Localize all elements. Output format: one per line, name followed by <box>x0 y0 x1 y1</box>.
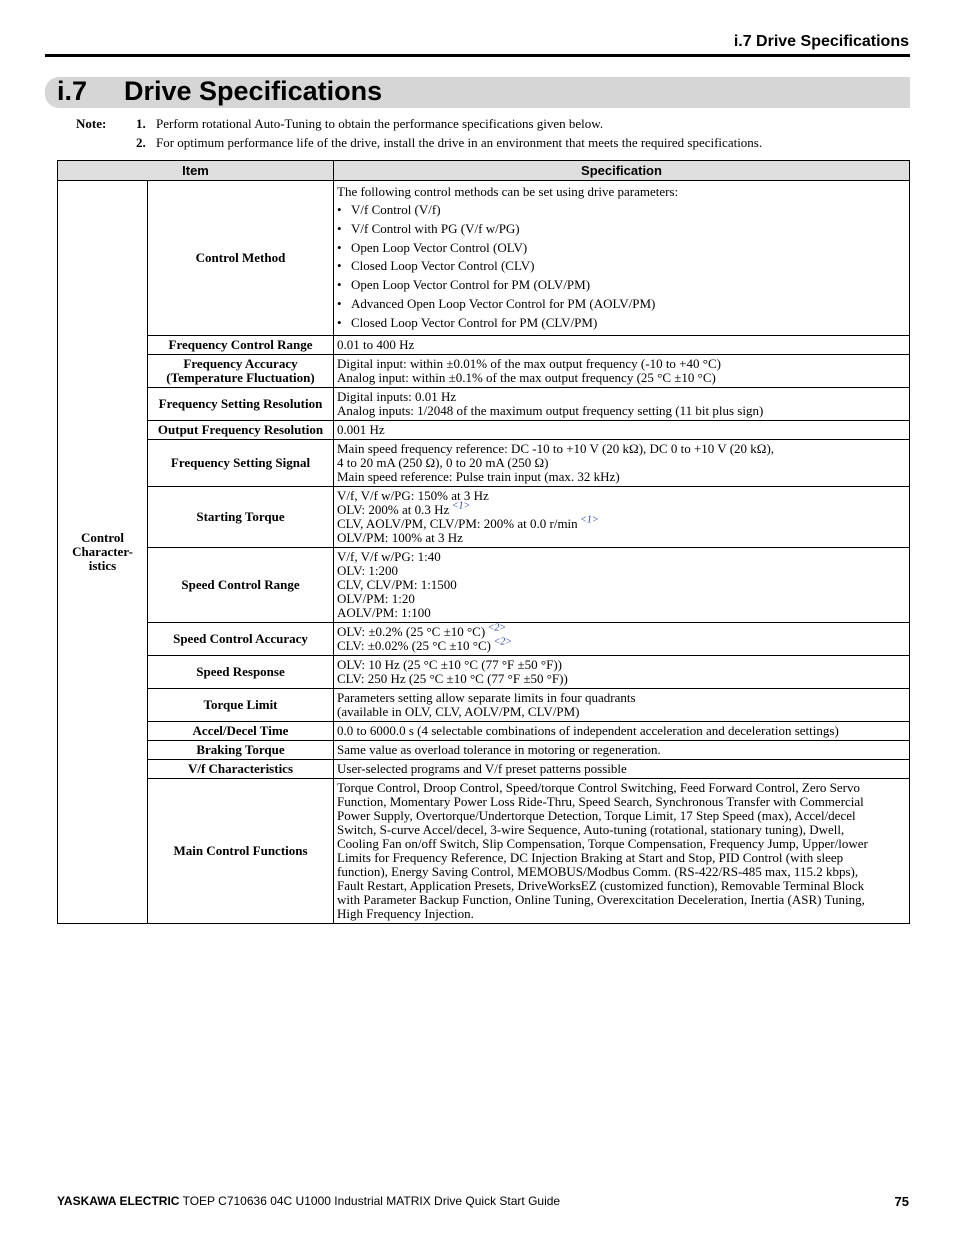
spec-line <box>337 691 906 705</box>
column-header-spec: Specification <box>334 161 910 181</box>
spec-cell <box>334 721 910 740</box>
spec-line <box>337 879 906 893</box>
spec-line-text: Main speed reference: Pulse train input (max. 32 kHz) <box>337 468 620 484</box>
footer-brand: YASKAWA ELECTRIC <box>57 1194 180 1208</box>
list-item-text: Open Loop Vector Control (OLV) <box>351 239 528 255</box>
list-item-text: Closed Loop Vector Control (CLV) <box>351 258 535 274</box>
spec-line <box>337 404 906 418</box>
list-item-text: Advanced Open Loop Vector Control for PM (AOLV/PM) <box>351 295 656 311</box>
spec-line-text: OLV/PM: 1:20 <box>337 590 415 606</box>
item-cell: Frequency Accuracy (Temperature Fluctuation) <box>148 354 334 387</box>
spec-line <box>337 743 906 757</box>
spec-cell <box>334 439 910 486</box>
spec-cell <box>334 354 910 387</box>
spec-line-text: Analog inputs: 1/2048 of the maximum output frequency setting (11 bit plus sign) <box>337 402 764 418</box>
spec-cell <box>334 335 910 354</box>
spec-cell <box>334 486 910 547</box>
spec-cell <box>334 688 910 721</box>
table-row <box>58 740 910 759</box>
spec-line <box>337 514 906 531</box>
spec-line <box>337 578 906 592</box>
table-row <box>58 387 910 420</box>
spec-line-text: 0.01 to 400 Hz <box>337 336 415 352</box>
list-item <box>337 295 906 314</box>
table-row <box>58 486 910 547</box>
spec-line <box>337 809 906 823</box>
spec-line-text: V/f, V/f w/PG: 1:40 <box>337 548 441 564</box>
list-item <box>337 239 906 258</box>
spec-intro: The following control methods can be set using drive parameters: <box>337 184 679 199</box>
table-row <box>58 354 910 387</box>
spec-line-text: Fault Restart, Application Presets, DriveWorksEZ (customized function), Removable Terminal Block <box>337 877 865 893</box>
spec-line-text: with Parameter Backup Function, Online Tuning, Overexcitation Deceleration, Inertia (ASR) Tuning, <box>337 891 865 907</box>
spec-table <box>57 160 910 924</box>
spec-line-text: V/f, V/f w/PG: 150% at 3 Hz <box>337 487 489 503</box>
note-number: 2. <box>136 135 146 150</box>
footnote-ref-link[interactable]: <2> <box>493 636 512 648</box>
spec-line-text: Same value as overload tolerance in motoring or regeneration. <box>337 741 661 757</box>
table-row <box>58 721 910 740</box>
spec-cell <box>334 420 910 439</box>
page-number: 75 <box>894 1194 909 1209</box>
spec-line <box>337 907 906 921</box>
spec-line-text: Digital input: within ±0.01% of the max output frequency (-10 to +40 °C) <box>337 355 721 371</box>
spec-line <box>337 592 906 606</box>
spec-line <box>337 500 906 517</box>
list-item-text: V/f Control with PG (V/f w/PG) <box>351 220 520 236</box>
spec-line-text: OLV/PM: 100% at 3 Hz <box>337 529 463 545</box>
spec-line-text: Switch, S-curve Accel/decel, 3-wire Sequence, Auto-tuning (rotational, stationary tuning), Dwell, <box>337 821 845 837</box>
header-rule <box>45 54 910 57</box>
list-item-text: V/f Control (V/f) <box>351 202 441 217</box>
spec-line-text: (available in OLV, CLV, AOLV/PM, CLV/PM) <box>337 703 580 719</box>
spec-line-text: OLV: ±0.2% (25 °C ±10 °C) <box>337 623 486 639</box>
spec-cell <box>334 547 910 622</box>
spec-line <box>337 338 906 352</box>
note-text: Perform rotational Auto-Tuning to obtain the performance specifications given below. <box>156 116 604 131</box>
item-cell: Torque Limit <box>148 688 334 721</box>
spec-line <box>337 851 906 865</box>
table-row <box>58 420 910 439</box>
list-item <box>337 314 906 333</box>
spec-cell <box>334 778 910 923</box>
spec-line <box>337 672 906 686</box>
spec-line <box>337 795 906 809</box>
spec-line <box>337 865 906 879</box>
footnote-ref-link[interactable]: <1> <box>451 500 471 512</box>
spec-line-text: 0.001 Hz <box>337 421 385 437</box>
column-header-item: Item <box>58 161 334 181</box>
item-cell: Main Control Functions <box>148 778 334 923</box>
spec-line <box>337 724 906 738</box>
spec-line-text: OLV: 10 Hz (25 °C ±10 °C (77 °F ±50 °F)) <box>337 656 563 672</box>
footnote-ref-link[interactable]: <1> <box>580 514 599 526</box>
spec-line-text: High Frequency Injection. <box>337 905 474 921</box>
list-item <box>337 201 906 220</box>
note-item <box>136 135 762 151</box>
control-method-list <box>337 201 906 333</box>
item-cell: Speed Control Accuracy <box>148 622 334 655</box>
item-cell: Speed Response <box>148 655 334 688</box>
spec-line <box>337 705 906 719</box>
item-cell: Braking Torque <box>148 740 334 759</box>
spec-line <box>337 456 906 470</box>
spec-line <box>337 837 906 851</box>
spec-line <box>337 893 906 907</box>
spec-line-text: AOLV/PM: 1:100 <box>337 604 431 620</box>
item-cell: Accel/Decel Time <box>148 721 334 740</box>
list-item <box>337 220 906 239</box>
table-row <box>58 622 910 655</box>
list-item <box>337 257 906 276</box>
spec-line <box>337 442 906 456</box>
spec-line-text: OLV: 1:200 <box>337 562 399 578</box>
spec-line <box>337 550 906 564</box>
spec-line-text: Function, Momentary Power Loss Ride-Thru, Speed Search, Synchronous Transfer with Commercial <box>337 793 864 809</box>
note-number: 1. <box>136 116 146 131</box>
spec-line-text: Cooling Fan on/off Switch, Slip Compensation, Torque Compensation, Frequency Jump, Upper/lower <box>337 835 868 851</box>
list-item <box>337 276 906 295</box>
table-row <box>58 778 910 923</box>
list-item-text: Closed Loop Vector Control for PM (CLV/PM) <box>351 314 598 330</box>
spec-line <box>337 423 906 437</box>
spec-table-body <box>58 181 910 924</box>
spec-line <box>337 371 906 385</box>
spec-line <box>337 470 906 484</box>
item-cell: Frequency Control Range <box>148 335 334 354</box>
spec-line-text: function), Energy Saving Control, MEMOBUS/Modbus Comm. (RS-422/RS-485 max, 115.2 kbps), <box>337 863 859 879</box>
spec-line-text: Digital inputs: 0.01 Hz <box>337 388 457 404</box>
table-row <box>58 181 910 336</box>
spec-line-text: User-selected programs and V/f preset patterns possible <box>337 760 627 776</box>
note-label: Note: <box>76 116 107 131</box>
item-cell: Frequency Setting Signal <box>148 439 334 486</box>
spec-line-text: CLV: ±0.02% (25 °C ±10 °C) <box>337 637 491 653</box>
spec-line-text: Main speed frequency reference: DC -10 to +10 V (20 kΩ), DC 0 to +10 V (20 kΩ), <box>337 440 775 456</box>
note-item <box>136 116 603 132</box>
table-row <box>58 439 910 486</box>
spec-line-text: Torque Control, Droop Control, Speed/torque Control Switching, Feed Forward Control, Zero Servo <box>337 779 860 795</box>
spec-line <box>337 606 906 620</box>
spec-cell <box>334 181 910 336</box>
spec-cell <box>334 387 910 420</box>
spec-line <box>337 781 906 795</box>
spec-line <box>337 531 906 545</box>
spec-line-text: Limits for Frequency Reference, DC Injection Braking at Start and Stop, PID Control (with sleep <box>337 849 844 865</box>
item-cell: Starting Torque <box>148 486 334 547</box>
table-row <box>58 688 910 721</box>
section-title: Drive Specifications <box>124 76 383 106</box>
spec-cell <box>334 740 910 759</box>
spec-line <box>337 489 906 503</box>
section-number: i.7 <box>57 76 88 106</box>
item-cell: V/f Characteristics <box>148 759 334 778</box>
note-text: For optimum performance life of the drive, install the drive in an environment that meets the required specifications. <box>156 135 763 150</box>
spec-line <box>337 564 906 578</box>
table-row <box>58 759 910 778</box>
spec-line <box>337 762 906 776</box>
spec-line-text: Power Supply, Overtorque/Undertorque Detection, Torque Limit, 17 Step Speed (max), Accel/decel <box>337 807 856 823</box>
spec-line <box>337 390 906 404</box>
table-row <box>58 655 910 688</box>
spec-cell <box>334 622 910 655</box>
spec-line <box>337 823 906 837</box>
spec-line-text: Analog input: within ±0.1% of the max output frequency (25 °C ±10 °C) <box>337 369 716 385</box>
spec-line-text: CLV, CLV/PM: 1:1500 <box>337 576 457 592</box>
spec-line-text: OLV: 200% at 0.3 Hz <box>337 501 450 517</box>
footer-doc-title: TOEP C710636 04C U1000 Industrial MATRIX Drive Quick Start Guide <box>182 1194 561 1208</box>
spec-line-text: CLV: 250 Hz (25 °C ±10 °C (77 °F ±50 °F)) <box>337 670 568 686</box>
spec-cell <box>334 655 910 688</box>
spec-cell <box>334 759 910 778</box>
footer-doc-line <box>57 1194 560 1208</box>
spec-line <box>337 357 906 371</box>
spec-line-text: 0.0 to 6000.0 s (4 selectable combinations of independent acceleration and deceleration settings) <box>337 722 839 738</box>
spec-line <box>337 658 906 672</box>
spec-line-text: 4 to 20 mA (250 Ω), 0 to 20 mA (250 Ω) <box>337 454 549 470</box>
table-row <box>58 547 910 622</box>
running-header: i.7 Drive Specifications <box>733 33 909 50</box>
footnote-ref-link[interactable]: <2> <box>487 622 507 634</box>
item-cell: Frequency Setting Resolution <box>148 387 334 420</box>
spec-line-text: CLV, AOLV/PM, CLV/PM: 200% at 0.0 r/min <box>337 515 578 531</box>
category-cell: Control Character-istics <box>58 181 148 924</box>
item-cell: Output Frequency Resolution <box>148 420 334 439</box>
item-cell: Speed Control Range <box>148 547 334 622</box>
spec-line-text: Parameters setting allow separate limits in four quadrants <box>337 689 636 705</box>
list-item-text: Open Loop Vector Control for PM (OLV/PM) <box>351 277 591 293</box>
item-cell: Control Method <box>148 181 334 336</box>
table-row <box>58 335 910 354</box>
spec-line <box>337 622 906 639</box>
spec-line <box>337 636 906 653</box>
